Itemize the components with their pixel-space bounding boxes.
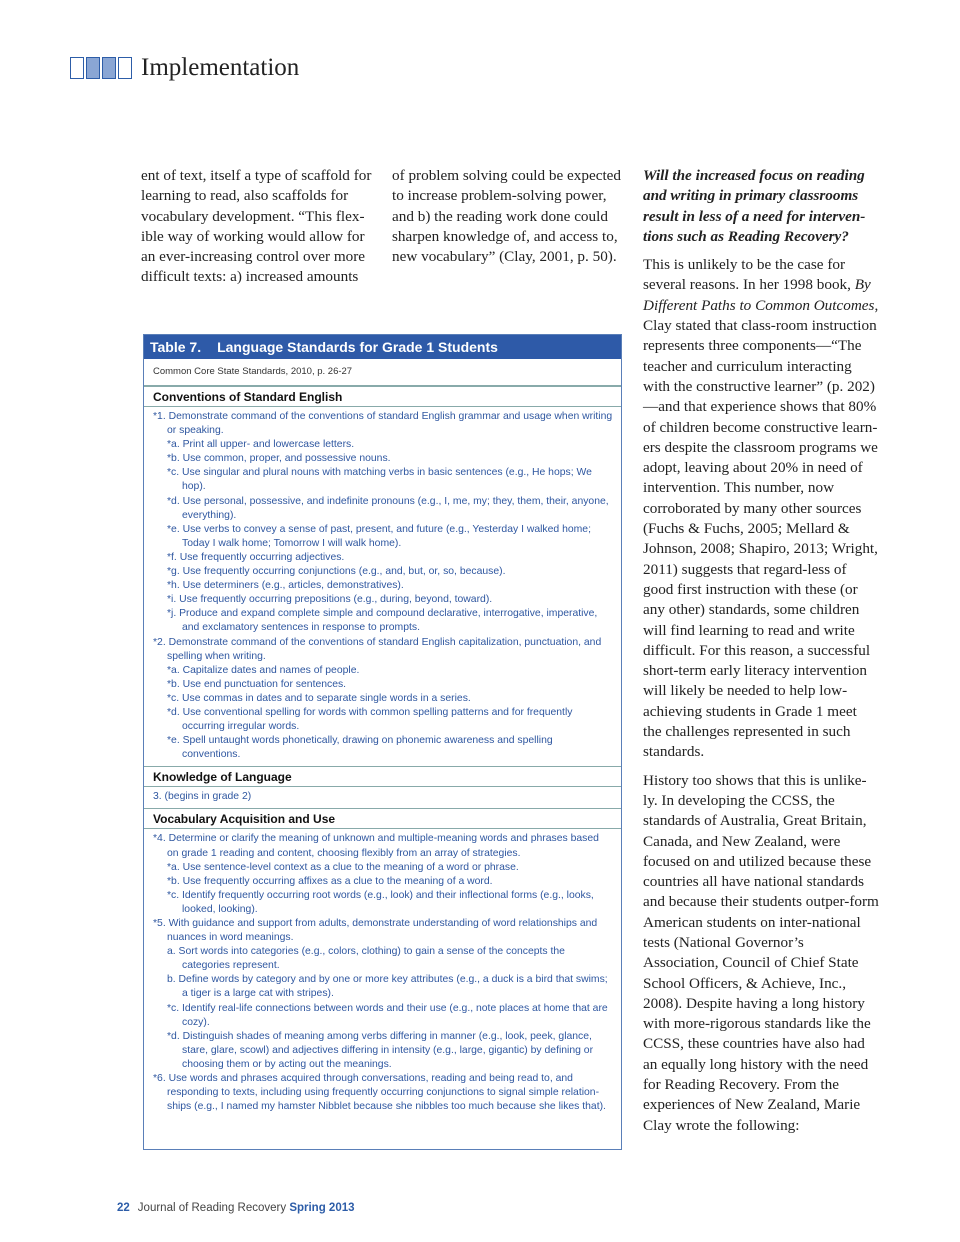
- sidebar-question: Will the increased focus on reading and writing in primary classrooms result in less of a need for interven-tions such as Reading Recovery?: [643, 167, 866, 245]
- standard-item: *b. Use common, proper, and possessive nouns.: [167, 453, 391, 465]
- table-section-heading: Knowledge of Language: [144, 766, 621, 787]
- table-header: [144, 335, 621, 359]
- intro-column-1: [141, 166, 377, 288]
- marker-box-icon: [70, 57, 84, 79]
- intro-paragraph: ent of text, itself a type of scaffold for learning to read, also scaffolds for vocabulary development. “This flex-ible way of working would allow for an ever-increasing control over more difficult texts: a) increased amounts: [141, 167, 372, 286]
- table-source: Common Core State Standards, 2010, p. 26-27: [144, 359, 621, 386]
- standard-item: *1. Demonstrate command of the conventions of standard English grammar and usage when writing or speaking.: [153, 411, 613, 437]
- table-section-heading: Vocabulary Acquisition and Use: [144, 808, 621, 829]
- journal-issue: Spring 2013: [289, 1202, 355, 1214]
- table-section-body: [144, 829, 621, 1118]
- standard-item: *2. Demonstrate command of the conventions of standard English capitalization, punctuation, and spelling when writing.: [153, 636, 602, 662]
- standard-item: 3. (begins in grade 2): [153, 791, 252, 803]
- marker-box-filled-icon: [102, 57, 116, 79]
- standard-item: *e. Use verbs to convey a sense of past, present, and future (e.g., Yesterday I walked home; Today I walk home; Tomorrow I will walk home).: [167, 523, 591, 549]
- standard-item: *d. Use personal, possessive, and indefinite pronouns (e.g., I, me, my; they, them, their, anyone, everything).: [167, 495, 609, 521]
- standard-item: *c. Use singular and plural nouns with matching verbs in basic sentences (e.g., He hops; We hop).: [167, 467, 592, 493]
- standard-item: *d. Distinguish shades of meaning among verbs differing in manner (e.g., look, peek, glance, stare, glare, scowl) and adjectives differing in intensity (e.g., large, gigantic) by defining or choosing them or by acting out the meanings.: [167, 1030, 594, 1070]
- standard-item: *a. Use sentence-level context as a clue to the meaning of a word or phrase.: [167, 861, 519, 873]
- standard-item: a. Sort words into categories (e.g., colors, clothing) to gain a sense of the concepts the categories represent.: [167, 946, 565, 972]
- standard-item: *i. Use frequently occurring prepositions (e.g., during, beyond, toward).: [167, 594, 493, 606]
- standard-item: *d. Use conventional spelling for words with common spelling patterns and for frequently occurring irregular words.: [167, 706, 573, 733]
- standard-item: *j. Produce and expand complete simple and compound declarative, interrogative, imperative, and exclamatory sentences in response to prompts.: [167, 608, 598, 634]
- language-standards-table: [143, 334, 622, 1150]
- sidebar-p1-end: , Clay stated that class-room instruction represents three components—“The teacher and curriculum interacting with the constructive learner” (p. 202)—and that experience shows that 80% of children become constructive learn-ers despite the classroom programs we adopt, leaving about 20% in need of intervention. This number, now corroborated by many other sources (Fuchs & Fuchs, 2005; Mellard & Johnson, 2008; Shapiro, 2013; Wright, 2011) suggests that regard-less of good first instruction with these (or any other) standards, some children will find learning to read and write difficult. For this reason, a successful short-term early literacy intervention will likely be needed to help low-achieving students in Grade 1 meet the challenges represented in such standards.: [643, 296, 879, 761]
- table-title: Language Standards for Grade 1 Students: [217, 339, 498, 355]
- standard-item: *a. Print all upper- and lowercase letters.: [167, 439, 355, 451]
- standard-item: *4. Determine or clarify the meaning of unknown and multiple-meaning words and phrases based on grade 1 reading and content, choosing flexibly from an array of strategies.: [153, 833, 599, 859]
- table-number: Table 7.: [150, 339, 202, 355]
- marker-box-icon: [118, 57, 132, 79]
- standard-item: b. Define words by category and by one or more key attributes (e.g., a duck is a bird that swims; a tiger is a large cat with stripes).: [167, 974, 608, 1000]
- page-footer: [117, 1202, 355, 1214]
- standard-item: *c. Identify frequently occurring root words (e.g., look) and their inflectional forms (e.g., looks, looked, looking).: [167, 889, 594, 915]
- standard-item: *5. With guidance and support from adults, demonstrate understanding of word relationships and nuances in word meanings.: [153, 918, 598, 944]
- standard-item: *g. Use frequently occurring conjunctions (e.g., and, but, or, so, because).: [167, 566, 506, 578]
- standard-item: *b. Use frequently occurring affixes as a clue to the meaning of a word.: [167, 875, 493, 887]
- standard-item: *f. Use frequently occurring adjectives.: [167, 551, 345, 563]
- standard-item: *c. Use commas in dates and to separate single words in a series.: [167, 692, 471, 704]
- standard-item: *h. Use determiners (e.g., articles, demonstratives).: [167, 580, 404, 592]
- standard-item: *b. Use end punctuation for sentences.: [167, 678, 347, 690]
- section-title: Implementation: [141, 54, 300, 81]
- sidebar-p1-start: This is unlikely to be the case for several reasons. In her 1998 book,: [643, 256, 855, 294]
- table-sections: [144, 386, 621, 1118]
- section-marker-icon: [70, 57, 132, 79]
- journal-name: Journal of Reading Recovery: [137, 1202, 287, 1214]
- standard-item: *c. Identify real-life connections between words and their use (e.g., note places at home that are cozy).: [167, 1002, 608, 1028]
- sidebar-paragraph-1: [643, 255, 879, 762]
- marker-box-filled-icon: [86, 57, 100, 79]
- table-section-heading: Conventions of Standard English: [144, 386, 621, 407]
- page-number: 22: [117, 1202, 130, 1214]
- intro-paragraph: of problem solving could be expected to increase problem-solving power, and b) the reading work done could sharpen knowledge of, and access to, new vocabulary” (Clay, 2001, p. 50).: [392, 167, 622, 266]
- standard-item: *a. Capitalize dates and names of people.: [167, 664, 360, 676]
- standard-item: *e. Spell untaught words phonetically, drawing on phonemic awareness and spelling conventions.: [167, 735, 553, 761]
- table-section-body: [144, 787, 621, 808]
- book-title: By Different Paths to Common Outcomes: [643, 276, 875, 314]
- sidebar-paragraph-2: History too shows that this is unlike-ly. In developing the CCSS, the standards of Australia, Great Britain, Canada, and New Zealand, were focused on and utilized because these countries all have national standards and because their students outper-form American students on inter-national tests (National Governor’s Association, Council of Chief State School Officers, & Achieve, Inc., 2008). Despite having a long history with more-rigorous standards like the CCSS, these countries have also had an equally long history with the need for Reading Recovery. From the experiences of New Zealand, Marie Clay wrote the following:: [643, 771, 879, 1134]
- intro-column-2: [392, 166, 628, 267]
- standard-item: *6. Use words and phrases acquired through conversations, reading and being read to, and responding to texts, including using frequently occurring conjunctions to signal simple relation-ships (e.g., I named my hamster Nibblet because she nibbles too much because she likes that).: [153, 1073, 606, 1113]
- table-section-body: [144, 407, 621, 766]
- sidebar-column: [643, 166, 879, 1144]
